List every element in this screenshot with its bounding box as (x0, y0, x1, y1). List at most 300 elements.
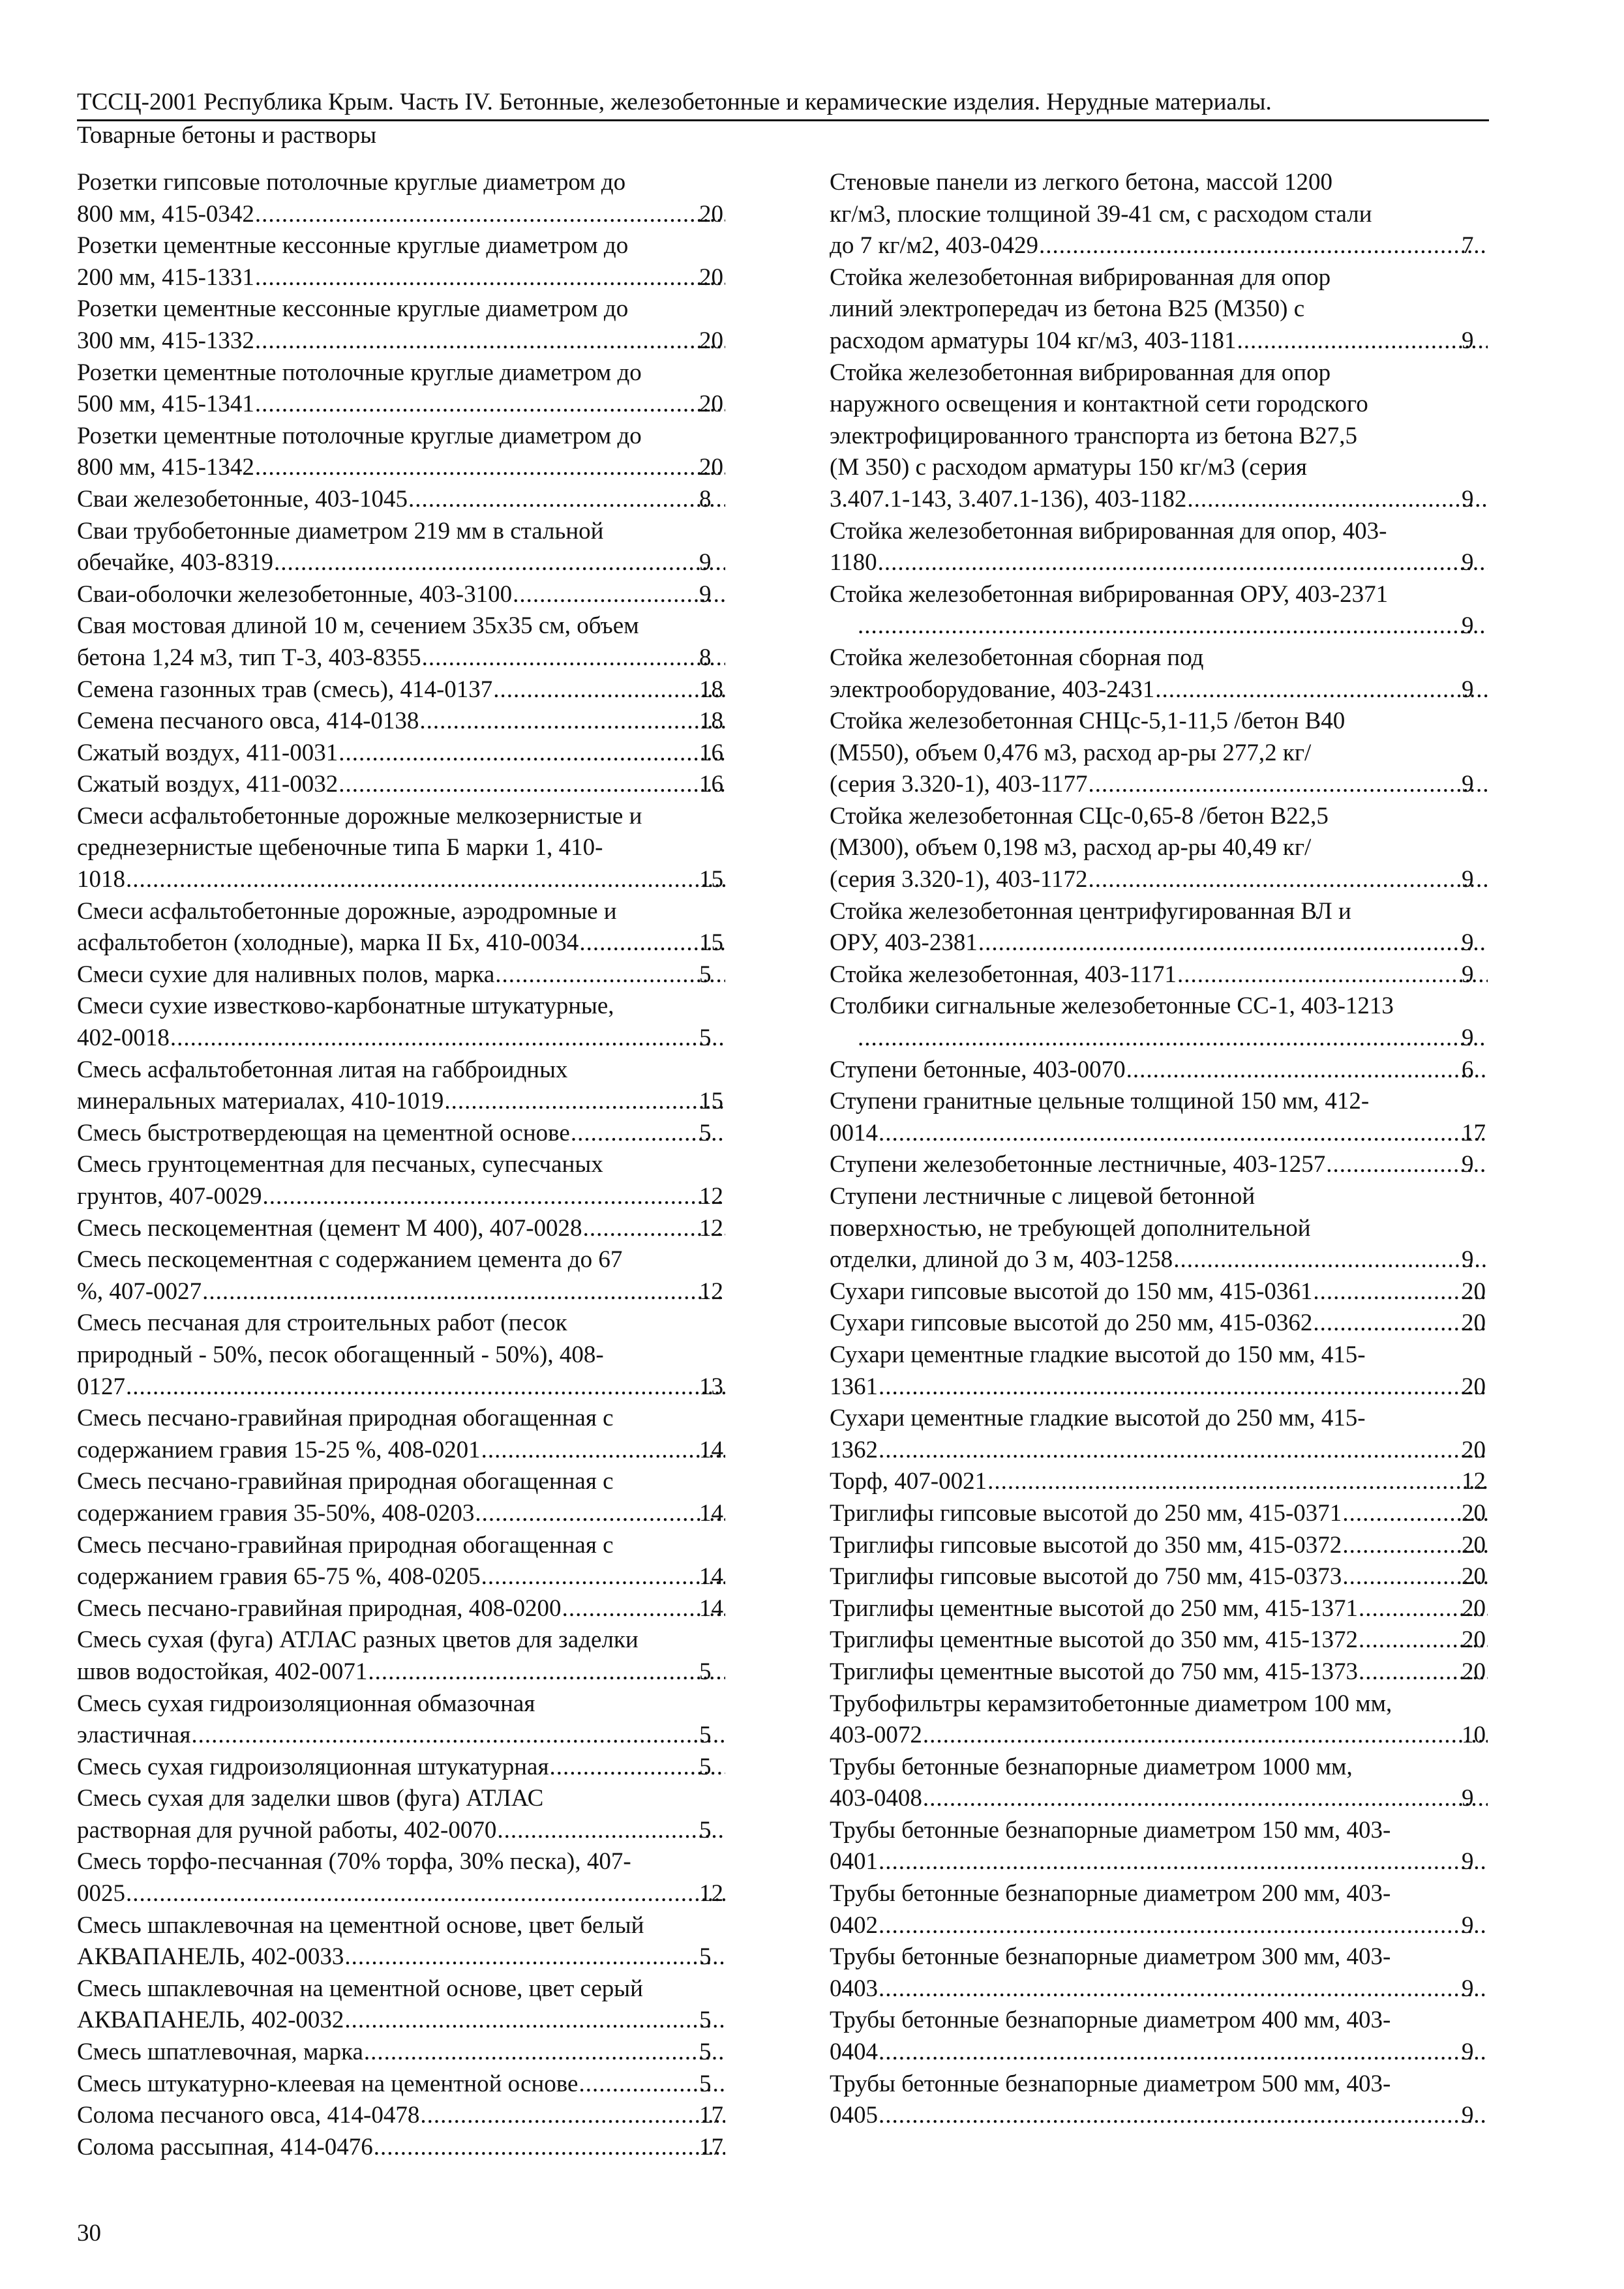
index-entry-line: Смесь песчано-гравийная природная обогащенная с (77, 1405, 614, 1432)
index-entry (830, 1339, 1489, 1403)
index-entry (77, 1149, 727, 1212)
index-entry-line: Розетки цементные кессонные круглые диаметром до (77, 295, 629, 323)
dot-leader (858, 610, 1488, 642)
index-entry (77, 484, 727, 516)
index-entry (77, 230, 727, 293)
index-entry-line: Стойка железобетонная СЦс-0,65-8 /бетон В22,5 (830, 802, 1329, 830)
index-entry-line: Розетки цементные кессонные круглые диаметром до (77, 232, 629, 260)
index-entry (77, 1466, 727, 1529)
index-entry-last-line: 0014 ..... 17 (857, 1118, 1489, 1150)
index-entry (77, 2037, 727, 2069)
running-header-title: ТССЦ-2001 Республика Крым. Часть IV. Бетонные, железобетонные и керамические изделия. Нерудные материалы. (77, 89, 1272, 115)
index-entry-text: 800 мм, 415-0342 (77, 200, 254, 228)
dot-leader (482, 1435, 725, 1467)
index-entry-last-line: электрооборудование, 403-2431 ..... 9 (857, 674, 1489, 706)
index-entry-line: кг/м3, плоские толщиной 39-41 см, с расходом стали (830, 200, 1372, 228)
dot-leader (127, 1371, 725, 1403)
index-entry-last-line: Сваи-оболочки железобетонные, 403-3100 ..... 9 (104, 579, 727, 611)
index-entry-last-line: ..... 9 (857, 610, 1489, 642)
index-entry-text: Смесь штукатурно-клеевая на цементной основе (77, 2070, 579, 2097)
index-entry (77, 738, 727, 770)
dot-leader (482, 1561, 725, 1593)
index-entry-last-line: 1018 ..... 15 (104, 864, 727, 896)
index-entry-text: содержанием гравия 15-25 %, 408-0201 (77, 1436, 481, 1463)
index-entry (830, 1941, 1489, 2005)
index-entry-last-line: 200 мм, 415-1331 ..... 20 (104, 262, 727, 294)
index-entry (830, 1055, 1489, 1086)
dot-leader (1178, 959, 1488, 991)
index-entry-text: 1362 (830, 1436, 878, 1463)
dot-leader (924, 1720, 1488, 1752)
index-entry-line: Трубы бетонные безнапорные диаметром 400 мм, 403- (830, 2007, 1391, 2034)
index-entry-line: Стойка железобетонная сборная под (830, 644, 1204, 671)
index-entry-text: растворная для ручной работы, 402-0070 (77, 1816, 497, 1844)
index-entry (77, 357, 727, 421)
dot-leader (445, 1086, 725, 1118)
index-entry-last-line: 3.407.1-143, 3.407.1-136), 403-1182 ..... 9 (857, 484, 1489, 516)
index-entry-text: 403-0408 (830, 1785, 922, 1812)
index-entry-last-line: Стойка железобетонная, 403-1171 ..... 9 (857, 959, 1489, 991)
index-entry-text: 0127 (77, 1373, 125, 1400)
index-entry-last-line: 0405 ..... 9 (857, 2100, 1489, 2132)
index-entry-last-line: бетона 1,24 м3, тип Т-3, 403-8355 ..... 8 (104, 642, 727, 674)
dot-leader (345, 2005, 725, 2037)
dot-leader (423, 642, 725, 674)
index-entry (77, 516, 727, 579)
index-entry-line: Трубы бетонные безнапорные диаметром 200 мм, 403- (830, 1880, 1391, 1908)
index-entry (77, 421, 727, 484)
index-entry-last-line: Семена газонных трав (смесь), 414-0137 ..... 18 (104, 674, 727, 706)
dot-leader (1127, 1055, 1488, 1086)
index-entry-last-line: содержанием гравия 65-75 %, 408-0205 ..... 14 (104, 1561, 727, 1593)
index-entry-last-line: 402-0018 ..... 5 (104, 1023, 727, 1055)
index-entry-last-line: 1180 ..... 9 (857, 547, 1489, 579)
index-entry (77, 1752, 727, 1784)
dot-leader (256, 262, 725, 294)
index-entry-last-line: расходом арматуры 104 кг/м3, 403-1181 ..... 9 (857, 325, 1489, 357)
index-entry-text: 0025 (77, 1880, 125, 1908)
index-entry-line: (М 350) с расходом арматуры 150 кг/м3 (серия (830, 454, 1307, 481)
index-entry (77, 1593, 727, 1625)
index-entry-last-line: Смесь быстротвердеющая на цементной основе ..... 5 (104, 1118, 727, 1150)
index-entry (830, 1308, 1489, 1339)
index-entry (830, 167, 1489, 262)
dot-leader (498, 1815, 725, 1847)
dot-leader (1188, 484, 1488, 516)
index-entry-text: Триглифы гипсовые высотой до 250 мм, 415-0371 (830, 1499, 1342, 1527)
index-entry-text: 1018 (77, 866, 125, 893)
index-entry-text: Солома песчаного овса, 414-0478 (77, 2102, 420, 2129)
index-entry-text: Солома рассыпная, 414-0476 (77, 2133, 373, 2161)
index-entry-line: Стойка железобетонная СНЦс-5,1-11,5 /бетон В40 (830, 708, 1346, 735)
index-entry-text: Ступени железобетонные лестничные, 403-1257 (830, 1151, 1326, 1178)
dot-leader (879, 2100, 1488, 2132)
index-entry (830, 2005, 1489, 2068)
index-entry-text: %, 407-0027 (77, 1278, 202, 1305)
index-entry-text: Смесь шпатлевочная, марка (77, 2039, 363, 2066)
index-entry-text: (серия 3.320-1), 403-1172 (830, 866, 1088, 893)
index-entry-last-line: асфальтобетон (холодные), марка II Бх, 410-0034 ..... 15 (104, 927, 727, 959)
index-entry (77, 959, 727, 991)
running-header-subtitle: Товарные бетоны и растворы (77, 122, 377, 149)
index-entry-text: Ступени бетонные, 403-0070 (830, 1056, 1126, 1083)
index-entry-last-line: 1361 ..... 20 (857, 1371, 1489, 1403)
index-entry-line: Смеси асфальтобетонные дорожные, аэродромные и (77, 897, 617, 925)
index-entry (77, 610, 727, 674)
dot-leader (879, 547, 1488, 579)
index-entry (830, 1815, 1489, 1878)
index-entry-text: Сваи-оболочки железобетонные, 403-3100 (77, 580, 513, 608)
index-entry-last-line: Солома рассыпная, 414-0476 ..... 17 (104, 2132, 727, 2164)
index-entry-text: Сжатый воздух, 411-0032 (77, 771, 338, 798)
index-entry-text: 0402 (830, 1911, 878, 1939)
index-entry-text: грунтов, 407-0029 (77, 1183, 262, 1210)
index-entry (77, 801, 727, 896)
index-entry-line: Стойка железобетонная вибрированная ОРУ, 403-2371 (830, 580, 1389, 608)
index-entry (77, 706, 727, 738)
index-entry-text: 402-0018 (77, 1025, 170, 1052)
dot-leader (879, 1973, 1488, 2005)
index-entry (77, 1530, 727, 1593)
index-entry-last-line: минеральных материалах, 410-1019 ..... 15 (104, 1086, 727, 1118)
index-entry-line: поверхностью, не требующей дополнительной (830, 1214, 1311, 1242)
index-entry-text: Смесь пескоцементная (цемент М 400), 407-0028 (77, 1214, 582, 1242)
index-entry (830, 2069, 1489, 2132)
index-entry-last-line: грунтов, 407-0029 ..... 12 (104, 1181, 727, 1213)
index-entry-line: Трубы бетонные безнапорные диаметром 150 мм, 403- (830, 1816, 1391, 1844)
index-entry-last-line: Смесь песчано-гравийная природная, 408-0200 ..... 14 (104, 1593, 727, 1625)
index-entry (77, 579, 727, 611)
index-entry-line: Смесь сухая (фуга) АТЛАС разных цветов для заделки (77, 1626, 639, 1654)
index-entry-text: ОРУ, 403-2381 (830, 929, 978, 957)
index-entry-text: АКВАПАНЕЛЬ, 402-0033 (77, 1943, 344, 1971)
index-entry-text: обечайке, 403-8319 (77, 549, 273, 576)
index-entry (830, 1593, 1489, 1625)
index-entry-line: Трубы бетонные безнапорные диаметром 500 мм, 403- (830, 2070, 1391, 2097)
index-entry-text: Триглифы цементные высотой до 750 мм, 415-1373 (830, 1658, 1358, 1685)
index-entry (77, 1403, 727, 1466)
index-entry-text: Торф, 407-0021 (830, 1468, 987, 1495)
index-entry-last-line: 300 мм, 415-1332 ..... 20 (104, 325, 727, 357)
page-number: 30 (77, 2220, 101, 2247)
index-entry (77, 1213, 727, 1245)
index-entry-last-line: Сжатый воздух, 411-0031 ..... 16 (104, 738, 727, 770)
index-entry-line: Ступени лестничные с лицевой бетонной (830, 1183, 1256, 1210)
dot-leader (421, 2100, 725, 2132)
index-entry (830, 1688, 1489, 1752)
index-entry-line: Смесь сухая гидроизоляционная обмазочная (77, 1690, 535, 1717)
index-entry (77, 1244, 727, 1308)
dot-leader (256, 452, 725, 484)
index-entry-text: до 7 кг/м2, 403-0429 (830, 232, 1038, 260)
index-entry-last-line: (серия 3.320-1), 403-1177 ..... 9 (857, 769, 1489, 801)
dot-leader (203, 1276, 725, 1308)
dot-leader (339, 769, 725, 801)
index-entry (77, 293, 727, 357)
index-entry-last-line: Триглифы цементные высотой до 350 мм, 415-1372 ..... 20 (857, 1624, 1489, 1656)
index-entry-last-line: отделки, длиной до 3 м, 403-1258 ..... 9 (857, 1244, 1489, 1276)
dot-leader (879, 1910, 1488, 1942)
index-entry-text: Смесь сухая гидроизоляционная штукатурная (77, 1753, 549, 1780)
index-entry-line: Смеси сухие известково-карбонатные штукатурные, (77, 993, 614, 1020)
index-entry-text: 1361 (830, 1373, 878, 1400)
index-entry-text: Смеси сухие для наливных полов, марка (77, 961, 495, 988)
index-entry-text: Триглифы гипсовые высотой до 750 мм, 415-0373 (830, 1563, 1342, 1591)
index-entry (830, 1403, 1489, 1466)
index-entry-last-line: ОРУ, 403-2381 ..... 9 (857, 927, 1489, 959)
index-entry (830, 959, 1489, 991)
index-entry-line: Розетки гипсовые потолочные круглые диаметром до (77, 169, 626, 196)
index-entry (830, 1530, 1489, 1562)
index-entry (830, 1878, 1489, 1941)
index-entry-text: бетона 1,24 м3, тип Т-3, 403-8355 (77, 644, 421, 671)
index-entry-text: Смесь песчано-гравийная природная, 408-0200 (77, 1594, 562, 1622)
index-entry-last-line: Торф, 407-0021 ..... 12 (857, 1466, 1489, 1498)
index-entry-line: Смесь асфальтобетонная литая на габброидных (77, 1056, 568, 1083)
index-entry-text: расходом арматуры 104 кг/м3, 403-1181 (830, 327, 1237, 354)
index-column-left (77, 167, 727, 2163)
index-entry-last-line: 500 мм, 415-1341 ..... 20 (104, 389, 727, 421)
index-entry-text: электрооборудование, 403-2431 (830, 676, 1155, 703)
index-entry-text: Триглифы цементные высотой до 350 мм, 415-1372 (830, 1626, 1358, 1654)
index-entry-line: природный - 50%, песок обогащенный - 50%), 408- (77, 1341, 604, 1368)
index-entry-line: (М300), объем 0,198 м3, расход ар-ры 40,49 кг/ (830, 834, 1312, 861)
index-entry-text: швов водостойкая, 402-0071 (77, 1658, 368, 1685)
index-entry-line: Розетки цементные потолочные круглые диаметром до (77, 422, 642, 449)
index-entry-text: 500 мм, 415-1341 (77, 391, 254, 418)
index-entry-last-line: Триглифы гипсовые высотой до 250 мм, 415-0371 ..... 20 (857, 1498, 1489, 1530)
index-entry (830, 1624, 1489, 1656)
index-entry-line: Сухари цементные гладкие высотой до 250 мм, 415- (830, 1405, 1366, 1432)
dot-leader (879, 2037, 1488, 2069)
index-entry (77, 1688, 727, 1752)
index-entry-text: 200 мм, 415-1331 (77, 263, 254, 291)
dot-leader (1156, 674, 1488, 706)
index-entry-line: Стойка железобетонная центрифугированная ВЛ и (830, 897, 1351, 925)
index-entry-last-line: (серия 3.320-1), 403-1172 ..... 9 (857, 864, 1489, 896)
dot-leader (192, 1720, 725, 1752)
index-entry-last-line: Ступени бетонные, 403-0070 ..... 6 (857, 1055, 1489, 1086)
index-entry-last-line: обечайке, 403-8319 ..... 9 (104, 547, 727, 579)
index-entry-last-line: 800 мм, 415-1342 ..... 20 (104, 452, 727, 484)
index-entry-last-line: АКВАПАНЕЛЬ, 402-0033 ..... 5 (104, 1941, 727, 1973)
dot-leader (127, 864, 725, 896)
index-entry (830, 642, 1489, 706)
index-entry (77, 1783, 727, 1846)
dot-leader (494, 674, 725, 706)
index-entry-text: 300 мм, 415-1332 (77, 327, 254, 354)
index-entry (830, 1752, 1489, 1815)
index-entry (830, 1498, 1489, 1530)
index-entry-last-line: Смесь шпатлевочная, марка ..... 5 (104, 2037, 727, 2069)
index-entry-last-line: Семена песчаного овса, 414-0138 ..... 18 (104, 706, 727, 738)
dot-leader (1089, 769, 1488, 801)
index-entry (77, 2132, 727, 2164)
index-entry (77, 1118, 727, 1150)
index-entry-text: Сухари гипсовые высотой до 150 мм, 415-0361 (830, 1278, 1313, 1305)
index-entry (830, 1561, 1489, 1593)
index-entry-last-line: 0404 ..... 9 (857, 2037, 1489, 2069)
index-entry-line: Стойка железобетонная вибрированная для опор (830, 263, 1331, 291)
index-entry (77, 769, 727, 801)
index-entry (77, 167, 727, 230)
dot-leader (256, 389, 725, 421)
index-entry-line: Свая мостовая длиной 10 м, сечением 35x35 см, объем (77, 612, 639, 640)
index-entry-text: 0404 (830, 2039, 878, 2066)
index-entry-last-line: Смеси сухие для наливных полов, марка ..... 5 (104, 959, 727, 991)
index-entry-last-line: содержанием гравия 15-25 %, 408-0201 ..... 14 (104, 1435, 727, 1467)
index-entry-text: асфальтобетон (холодные), марка II Бх, 410-0034 (77, 929, 579, 957)
index-entry-text: Сжатый воздух, 411-0031 (77, 739, 338, 766)
index-entry-last-line: 0403 ..... 9 (857, 1973, 1489, 2005)
index-entry-line: (М550), объем 0,476 м3, расход ар-ры 277,2 кг/ (830, 739, 1312, 766)
dot-leader (979, 927, 1488, 959)
index-entry (77, 2069, 727, 2101)
index-entry-last-line: 0127 ..... 13 (104, 1371, 727, 1403)
index-entry-line: Смесь торфо-песчанная (70% торфа, 30% песка), 407- (77, 1848, 631, 1876)
index-entry (830, 357, 1489, 516)
index-entry (830, 516, 1489, 579)
index-entry-last-line: Триглифы гипсовые высотой до 750 мм, 415-0373 ..... 20 (857, 1561, 1489, 1593)
dot-leader (345, 1941, 725, 1973)
dot-leader (1089, 864, 1488, 896)
dot-leader (256, 325, 725, 357)
index-entry-line: Смесь песчаная для строительных работ (песок (77, 1309, 567, 1337)
index-entry-line: наружного освещения и контактной сети городского (830, 391, 1368, 418)
index-entry-last-line: Смесь сухая гидроизоляционная штукатурная ..... 5 (104, 1752, 727, 1784)
dot-leader (858, 1023, 1488, 1055)
dot-leader (1238, 325, 1488, 357)
index-entry-text: Сухари гипсовые высотой до 250 мм, 415-0362 (830, 1309, 1313, 1337)
index-entry-last-line: 0025 ..... 12 (104, 1878, 727, 1910)
index-entry (77, 1624, 727, 1688)
index-entry-text: 3.407.1-143, 3.407.1-136), 403-1182 (830, 485, 1187, 513)
dot-leader (924, 1783, 1488, 1815)
index-entry (830, 579, 1489, 642)
index-entry-last-line: Сжатый воздух, 411-0032 ..... 16 (104, 769, 727, 801)
dot-leader (1174, 1244, 1488, 1276)
index-entry-line: Столбики сигнальные железобетонные СС-1, 403-1213 (830, 993, 1394, 1020)
dot-leader (256, 199, 725, 231)
dot-leader (879, 1846, 1488, 1878)
index-entry-line: Трубы бетонные безнапорные диаметром 1000 мм, (830, 1753, 1353, 1780)
index-entry-text: 800 мм, 415-1342 (77, 454, 254, 481)
dot-leader (127, 1878, 725, 1910)
index-entry-text: 1180 (830, 549, 877, 576)
index-entry-last-line: Солома песчаного овса, 414-0478 ..... 17 (104, 2100, 727, 2132)
index-entry-line: Смеси асфальтобетонные дорожные мелкозернистые и (77, 802, 642, 830)
index-entry-line: Трубы бетонные безнапорные диаметром 300 мм, 403- (830, 1943, 1391, 1971)
dot-leader (496, 959, 725, 991)
index-entry-line: Стойка железобетонная вибрированная для опор (830, 359, 1331, 386)
index-entry (77, 1055, 727, 1118)
dot-leader (374, 2132, 725, 2164)
index-entry-last-line: 800 мм, 415-0342 ..... 20 (104, 199, 727, 231)
index-entry-text: 0014 (830, 1119, 878, 1146)
index-entry-last-line: 0402 ..... 9 (857, 1910, 1489, 1942)
index-entry (77, 896, 727, 959)
index-entry (77, 674, 727, 706)
index-entry-line: среднезернистые щебеночные типа Б марки 1, 410- (77, 834, 603, 861)
index-entry-last-line: Сухари гипсовые высотой до 250 мм, 415-0362 ..... 20 (857, 1308, 1489, 1339)
dot-leader (339, 738, 725, 770)
dot-leader (409, 484, 725, 516)
index-entry-text: 403-0072 (830, 1722, 922, 1749)
index-entry (77, 1973, 727, 2037)
index-entry-line: Стойка железобетонная вибрированная для опор, 403- (830, 517, 1387, 545)
dot-leader (171, 1023, 725, 1055)
index-entry-line: Смесь пескоцементная с содержанием цемента до 67 (77, 1246, 623, 1274)
index-entry-last-line: содержанием гравия 35-50%, 408-0203 ..... 14 (104, 1498, 727, 1530)
index-entry-text: минеральных материалах, 410-1019 (77, 1088, 444, 1115)
index-entry-text: Триглифы гипсовые высотой до 350 мм, 415-0372 (830, 1531, 1342, 1559)
index-entry-last-line: Смесь штукатурно-клеевая на цементной основе ..... 5 (104, 2069, 727, 2101)
index-entry-last-line: 403-0408 ..... 9 (857, 1783, 1489, 1815)
index-entry-text: отделки, длиной до 3 м, 403-1258 (830, 1246, 1173, 1274)
index-entry-text: содержанием гравия 35-50%, 408-0203 (77, 1499, 475, 1527)
index-entry-line: Смесь шпаклевочная на цементной основе, цвет серый (77, 1975, 643, 2002)
index-entry-last-line: 0401 ..... 9 (857, 1846, 1489, 1878)
index-entry-line: Смесь шпаклевочная на цементной основе, цвет белый (77, 1911, 644, 1939)
index-entry-text: АКВАПАНЕЛЬ, 402-0032 (77, 2007, 344, 2034)
index-entry-text: Семена газонных трав (смесь), 414-0137 (77, 676, 493, 703)
index-entry-last-line: растворная для ручной работы, 402-0070 ..... 5 (104, 1815, 727, 1847)
index-entry-last-line: Сваи железобетонные, 403-1045 ..... 8 (104, 484, 727, 516)
index-entry (77, 991, 727, 1054)
dot-leader (879, 1118, 1488, 1150)
dot-leader (988, 1466, 1488, 1498)
index-entry (830, 1181, 1489, 1276)
index-entry-text: 0401 (830, 1848, 878, 1876)
index-entry-text: 0403 (830, 1975, 878, 2002)
index-entry-line: Смесь песчано-гравийная природная обогащенная с (77, 1468, 614, 1495)
index-entry-text: Стойка железобетонная, 403-1171 (830, 961, 1177, 988)
index-entry-line: Ступени гранитные цельные толщиной 150 мм, 412- (830, 1088, 1370, 1115)
index-entry-last-line: 1362 ..... 20 (857, 1435, 1489, 1467)
index-entry-line: Смесь грунтоцементная для песчаных, супесчаных (77, 1151, 603, 1178)
index-entry-line: Стеновые панели из легкого бетона, массой 1200 (830, 169, 1333, 196)
index-entry-last-line: АКВАПАНЕЛЬ, 402-0032 ..... 5 (104, 2005, 727, 2037)
dot-leader (513, 579, 725, 611)
index-entry (830, 1086, 1489, 1149)
dot-leader (263, 1181, 725, 1213)
index-column-right (830, 167, 1489, 2132)
index-entry (830, 262, 1489, 357)
index-entry-last-line: Ступени железобетонные лестничные, 403-1257 ..... 9 (857, 1149, 1489, 1181)
index-entry-text: Сваи железобетонные, 403-1045 (77, 485, 408, 513)
index-entry-text: (серия 3.320-1), 403-1177 (830, 771, 1088, 798)
index-entry-text: Триглифы цементные высотой до 250 мм, 415-1371 (830, 1594, 1358, 1622)
index-entry-text: 0405 (830, 2102, 878, 2129)
index-entry-last-line: ..... 9 (857, 1023, 1489, 1055)
index-entry (830, 1149, 1489, 1181)
index-entry (830, 1276, 1489, 1308)
index-entry-last-line: швов водостойкая, 402-0071 ..... 5 (104, 1656, 727, 1688)
index-entry-last-line: Триглифы цементные высотой до 750 мм, 415-1373 ..... 20 (857, 1656, 1489, 1688)
index-entry-line: Трубофильтры керамзитобетонные диаметром 100 мм, (830, 1690, 1392, 1717)
index-entry-line: Розетки цементные потолочные круглые диаметром до (77, 359, 642, 386)
index-entry-text: эластичная (77, 1722, 191, 1749)
index-entry (830, 1656, 1489, 1688)
index-entry (830, 896, 1489, 959)
index-entry-last-line: Триглифы гипсовые высотой до 350 мм, 415-0372 ..... 20 (857, 1530, 1489, 1562)
index-entry-line: линий электропередач из бетона В25 (М350) с (830, 295, 1305, 323)
index-entry-line: Сухари цементные гладкие высотой до 150 мм, 415- (830, 1341, 1366, 1368)
dot-leader (420, 706, 725, 738)
dot-leader (475, 1498, 725, 1530)
index-entry (830, 1466, 1489, 1498)
index-entry-last-line: 403-0072 ..... 10 (857, 1720, 1489, 1752)
